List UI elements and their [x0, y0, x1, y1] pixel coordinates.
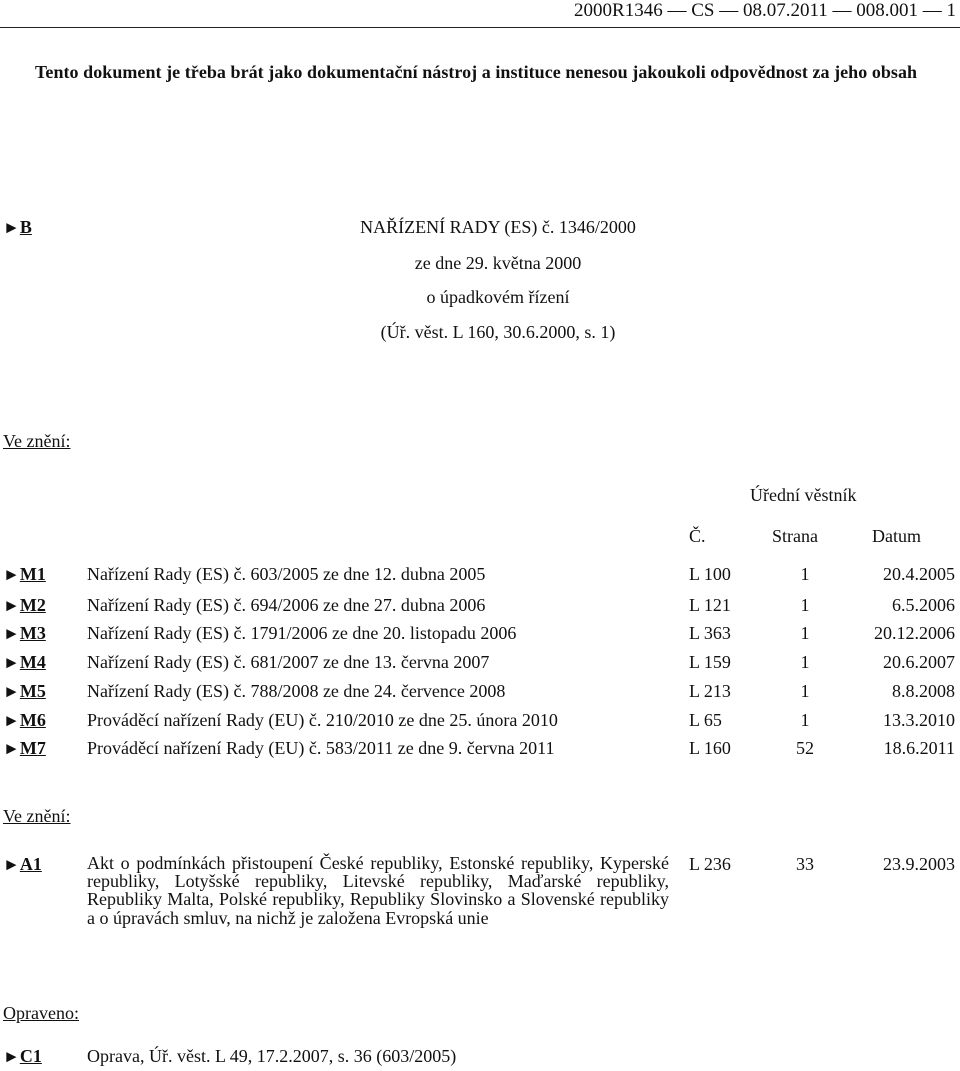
journal-number: L 159 [689, 652, 731, 672]
amended-by-label: Ve znění: [3, 806, 71, 826]
arrow-right-icon: ► [3, 218, 20, 237]
amendment-description: Prováděcí nařízení Rady (EU) č. 210/2010 ze dne 25. února 2010 [87, 710, 558, 730]
journal-date: 20.12.2006 [874, 623, 955, 643]
arrow-right-icon: ► [3, 653, 20, 672]
amendment-description: Nařízení Rady (ES) č. 788/2008 ze dne 24. července 2008 [87, 681, 506, 701]
journal-number: L 236 [689, 854, 731, 874]
amendment-description: Prováděcí nařízení Rady (EU) č. 583/2011 ze dne 9. června 2011 [87, 738, 555, 758]
accession-marker[interactable] [3, 854, 42, 875]
marker-link[interactable]: A1 [19, 854, 42, 874]
marker-link[interactable]: M5 [19, 681, 46, 701]
journal-page: 1 [800, 710, 810, 730]
corrigendum-description: Oprava, Úř. věst. L 49, 17.2.2007, s. 36 (603/2005) [87, 1046, 457, 1066]
header-rule [0, 27, 960, 28]
amendment-marker[interactable] [3, 738, 46, 759]
amended-by-label: Ve znění: [3, 431, 71, 451]
journal-number: L 363 [689, 623, 731, 643]
arrow-right-icon: ► [3, 1047, 20, 1066]
regulation-title: NAŘÍZENÍ RADY (ES) č. 1346/2000 [360, 217, 636, 237]
journal-number: L 121 [689, 595, 731, 615]
amendment-marker[interactable] [3, 710, 46, 731]
arrow-right-icon: ► [3, 739, 20, 758]
marker-link[interactable]: M7 [19, 738, 46, 758]
journal-page: 33 [796, 854, 814, 874]
journal-page: 1 [800, 681, 810, 701]
accession-description: Akt o podmínkách přistoupení České republiky, Estonské republiky, Kyperské republiky, Lotyšské republiky, Litevské republiky, Maďarské republiky, Republiky Malta, Polské republiky, Republiky Slovinsko a Slovenské republiky a o úpravách smluv, na nichž je založena Evropská unie [87, 853, 669, 928]
marker-link[interactable]: B [19, 217, 32, 237]
amendment-marker[interactable] [3, 652, 46, 673]
arrow-right-icon: ► [3, 682, 20, 701]
amendment-marker[interactable] [3, 681, 46, 702]
regulation-date: ze dne 29. května 2000 [414, 253, 582, 273]
arrow-right-icon: ► [3, 596, 20, 615]
journal-page: 1 [800, 564, 810, 584]
amendment-description: Nařízení Rady (ES) č. 603/2005 ze dne 12. dubna 2005 [87, 564, 486, 584]
official-journal-header: Úřední věstník [750, 485, 857, 505]
amendment-marker[interactable] [3, 564, 46, 585]
journal-number: L 65 [689, 710, 722, 730]
journal-number: L 100 [689, 564, 731, 584]
arrow-right-icon: ► [3, 855, 20, 874]
journal-number: L 160 [689, 738, 731, 758]
journal-date: 13.3.2010 [883, 710, 955, 730]
corrigendum-marker[interactable] [3, 1046, 42, 1067]
journal-page: 52 [796, 738, 814, 758]
amendment-marker[interactable] [3, 595, 46, 616]
marker-link[interactable]: C1 [19, 1046, 42, 1066]
marker-link[interactable]: M1 [19, 564, 46, 584]
marker-link[interactable]: M3 [19, 623, 46, 643]
disclaimer: Tento dokument je třeba brát jako dokumentační nástroj a instituce nenesou jakoukoli odpovědnost za jeho obsah [35, 62, 918, 82]
amendment-marker[interactable] [3, 623, 46, 644]
marker-link[interactable]: M4 [19, 652, 46, 672]
journal-page: 1 [800, 595, 810, 615]
column-date: Datum [872, 526, 921, 546]
journal-page: 1 [800, 652, 810, 672]
journal-date: 20.6.2007 [883, 652, 955, 672]
journal-date: 18.6.2011 [883, 738, 955, 758]
journal-reference: (Úř. věst. L 160, 30.6.2000, s. 1) [380, 322, 616, 342]
column-page: Strana [772, 526, 818, 546]
journal-number: L 213 [689, 681, 731, 701]
arrow-right-icon: ► [3, 711, 20, 730]
journal-page: 1 [800, 623, 810, 643]
column-number: Č. [689, 526, 706, 546]
arrow-right-icon: ► [3, 565, 20, 584]
journal-date: 23.9.2003 [883, 854, 955, 874]
journal-date: 20.4.2005 [883, 564, 955, 584]
journal-date: 8.8.2008 [892, 681, 955, 701]
journal-date: 6.5.2006 [892, 595, 955, 615]
regulation-subject: o úpadkovém řízení [426, 287, 570, 307]
amendment-description: Nařízení Rady (ES) č. 694/2006 ze dne 27. dubna 2006 [87, 595, 486, 615]
amendment-description: Nařízení Rady (ES) č. 1791/2006 ze dne 20. listopadu 2006 [87, 623, 517, 643]
marker-link[interactable]: M2 [19, 595, 46, 615]
marker-link[interactable]: M6 [19, 710, 46, 730]
corrected-by-label: Opraveno: [3, 1003, 79, 1023]
amendment-description: Nařízení Rady (ES) č. 681/2007 ze dne 13. června 2007 [87, 652, 490, 672]
base-act-marker[interactable] [3, 217, 32, 238]
document-reference: 2000R1346 — CS — 08.07.2011 — 008.001 — 1 [574, 0, 956, 21]
arrow-right-icon: ► [3, 624, 20, 643]
